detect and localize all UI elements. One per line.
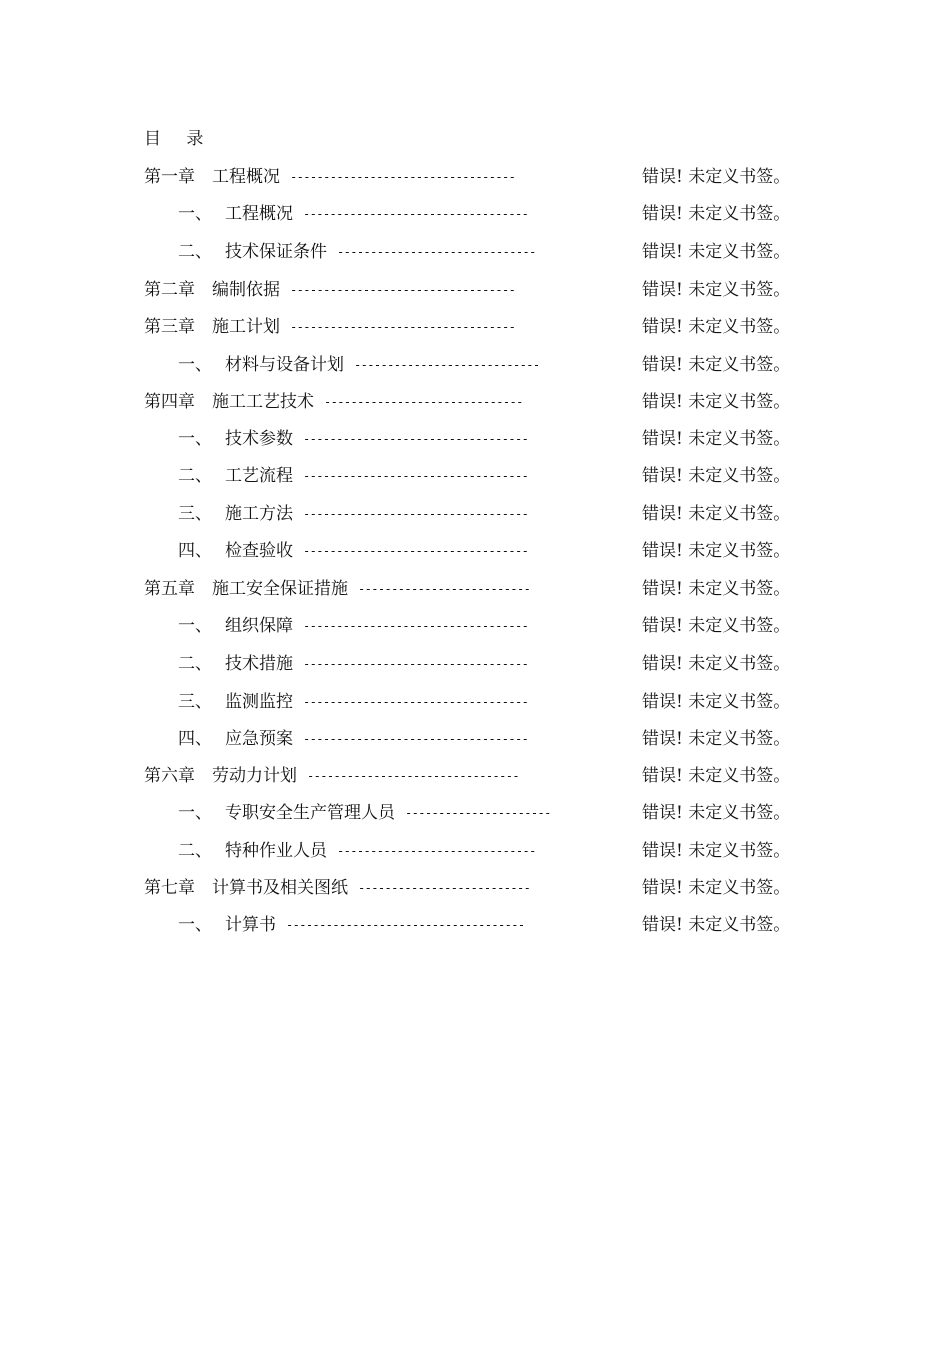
toc-entry-title: 计算书及相关图纸 [212, 878, 348, 898]
toc-entry-number: 四、 [178, 541, 212, 561]
toc-entry[interactable] [0, 502, 950, 526]
toc-page-reference: 错误! 未定义书签。 [642, 654, 791, 674]
toc-page-reference: 错误! 未定义书签。 [642, 466, 791, 486]
toc-entry[interactable] [0, 727, 950, 751]
toc-dot-leader: ---------------------------------- [290, 283, 516, 297]
toc-entry-title: 检查验收 [225, 541, 293, 561]
toc-page-reference: 错误! 未定义书签。 [642, 803, 791, 823]
toc-entry-number: 三、 [178, 692, 212, 712]
toc-dot-leader: ------------------------------ [324, 395, 523, 409]
toc-dot-leader: ------------------------------ [337, 844, 536, 858]
toc-dot-leader: ---------------------------------- [303, 657, 529, 671]
toc-page-reference: 错误! 未定义书签。 [642, 541, 791, 561]
toc-entry-number: 一、 [178, 429, 212, 449]
toc-entry-number: 第五章 [144, 579, 195, 599]
toc-entry[interactable] [0, 315, 950, 339]
toc-entry[interactable] [0, 539, 950, 563]
toc-entry-title: 工程概况 [212, 167, 280, 187]
toc-entry-number: 一、 [178, 803, 212, 823]
toc-entry-number: 二、 [178, 242, 212, 262]
toc-dot-leader: ---------------------------------- [303, 544, 529, 558]
toc-page-reference: 错误! 未定义书签。 [642, 766, 791, 786]
toc-page-reference: 错误! 未定义书签。 [642, 167, 791, 187]
toc-entry-title: 技术措施 [225, 654, 293, 674]
toc-page-reference: 错误! 未定义书签。 [642, 429, 791, 449]
toc-dot-leader: ------------------------------------ [286, 918, 525, 932]
toc-entry[interactable] [0, 390, 950, 414]
toc-entry-title: 施工方法 [225, 504, 293, 524]
toc-entry-number: 第四章 [144, 392, 195, 412]
toc-entry-title: 技术参数 [225, 429, 293, 449]
toc-entry[interactable] [0, 801, 950, 825]
toc-entry[interactable] [0, 464, 950, 488]
toc-entry[interactable] [0, 427, 950, 451]
toc-entry-title: 施工工艺技术 [212, 392, 314, 412]
toc-entry-title: 编制依据 [212, 280, 280, 300]
toc-entry[interactable] [0, 577, 950, 601]
toc-dot-leader: ---------------------------------- [303, 507, 529, 521]
toc-entry[interactable] [0, 690, 950, 714]
toc-page-reference: 错误! 未定义书签。 [642, 280, 791, 300]
toc-dot-leader: ---------------------------------- [303, 619, 529, 633]
toc-entry[interactable] [0, 202, 950, 226]
toc-entry-title: 施工安全保证措施 [212, 579, 348, 599]
toc-entry-number: 一、 [178, 204, 212, 224]
toc-entry-title: 计算书 [225, 915, 276, 935]
toc-page-reference: 错误! 未定义书签。 [642, 841, 791, 861]
toc-entry-title: 技术保证条件 [225, 242, 327, 262]
toc-entry[interactable] [0, 876, 950, 900]
toc-dot-leader: ------------------------------ [337, 245, 536, 259]
toc-entry[interactable] [0, 913, 950, 937]
toc-dot-leader: ---------------------- [405, 806, 551, 820]
toc-entry[interactable] [0, 353, 950, 377]
toc-page-reference: 错误! 未定义书签。 [642, 355, 791, 375]
toc-page-reference: 错误! 未定义书签。 [642, 616, 791, 636]
toc-entry-number: 一、 [178, 616, 212, 636]
toc-title: 目 录 [144, 129, 214, 149]
toc-entry[interactable] [0, 652, 950, 676]
toc-page-reference: 错误! 未定义书签。 [642, 915, 791, 935]
toc-page-reference: 错误! 未定义书签。 [642, 392, 791, 412]
toc-page-reference: 错误! 未定义书签。 [642, 729, 791, 749]
toc-entry[interactable] [0, 839, 950, 863]
toc-entry-title: 应急预案 [225, 729, 293, 749]
toc-page-reference: 错误! 未定义书签。 [642, 878, 791, 898]
toc-entry[interactable] [0, 278, 950, 302]
toc-entry-title: 监测监控 [225, 692, 293, 712]
toc-entry-number: 二、 [178, 466, 212, 486]
toc-entry-number: 第二章 [144, 280, 195, 300]
toc-entry[interactable] [0, 165, 950, 189]
toc-entry-number: 第七章 [144, 878, 195, 898]
toc-dot-leader: -------------------------- [358, 582, 531, 596]
toc-entry-number: 第一章 [144, 167, 195, 187]
toc-dot-leader: ---------------------------------- [290, 170, 516, 184]
toc-dot-leader: -------------------------- [358, 881, 531, 895]
toc-page-reference: 错误! 未定义书签。 [642, 204, 791, 224]
toc-entry-number: 二、 [178, 654, 212, 674]
toc-entry[interactable] [0, 764, 950, 788]
toc-entry[interactable] [0, 240, 950, 264]
toc-entry-number: 四、 [178, 729, 212, 749]
toc-page-reference: 错误! 未定义书签。 [642, 692, 791, 712]
toc-dot-leader: ---------------------------------- [303, 432, 529, 446]
toc-dot-leader: ---------------------------------- [303, 469, 529, 483]
toc-page-reference: 错误! 未定义书签。 [642, 504, 791, 524]
toc-dot-leader: ---------------------------------- [303, 732, 529, 746]
toc-entry-number: 三、 [178, 504, 212, 524]
toc-page-reference: 错误! 未定义书签。 [642, 242, 791, 262]
toc-entry-title: 特种作业人员 [225, 841, 327, 861]
toc-entry-title: 劳动力计划 [212, 766, 297, 786]
toc-dot-leader: ---------------------------------- [303, 207, 529, 221]
toc-dot-leader: ---------------------------------- [303, 695, 529, 709]
toc-entry-title: 材料与设备计划 [225, 355, 344, 375]
toc-entry-title: 施工计划 [212, 317, 280, 337]
toc-entry-title: 专职安全生产管理人员 [225, 803, 395, 823]
toc-dot-leader: ---------------------------------- [290, 320, 516, 334]
toc-page-reference: 错误! 未定义书签。 [642, 317, 791, 337]
toc-entry-title: 工程概况 [225, 204, 293, 224]
toc-entry-number: 一、 [178, 915, 212, 935]
toc-dot-leader: ---------------------------- [354, 358, 540, 372]
toc-entry-title: 组织保障 [225, 616, 293, 636]
toc-entry-number: 第六章 [144, 766, 195, 786]
toc-dot-leader: -------------------------------- [307, 769, 519, 783]
toc-entry-number: 二、 [178, 841, 212, 861]
toc-entry-number: 一、 [178, 355, 212, 375]
toc-page-reference: 错误! 未定义书签。 [642, 579, 791, 599]
toc-entry-number: 第三章 [144, 317, 195, 337]
toc-entry-title: 工艺流程 [225, 466, 293, 486]
toc-entry[interactable] [0, 614, 950, 638]
